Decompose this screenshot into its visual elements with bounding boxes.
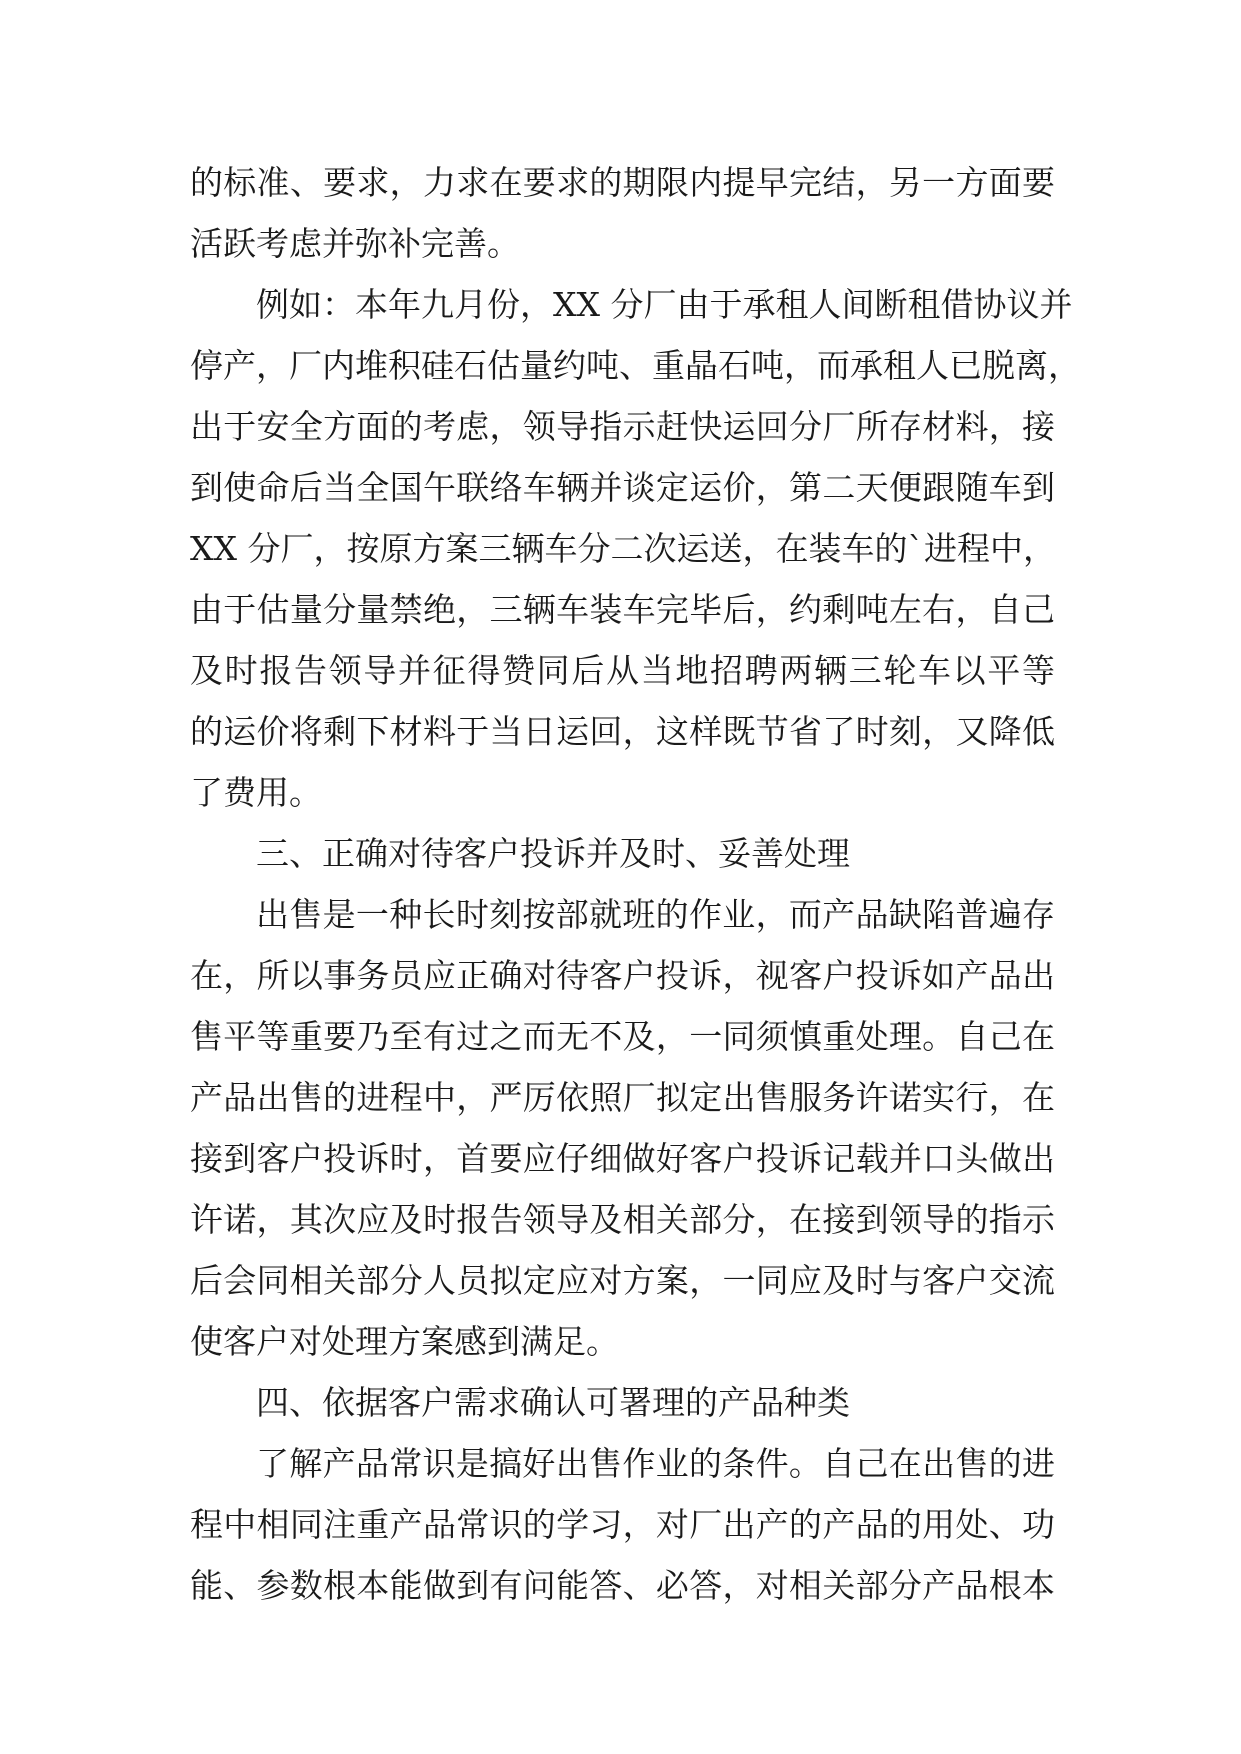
text-line: 在，所以事务员应正确对待客户投诉，视客户投诉如产品出: [190, 956, 1055, 995]
text-line: 售平等重要乃至有过之而无不及，一同须慎重处理。自己在: [190, 1017, 1055, 1056]
text-line: 能、参数根本能做到有问能答、必答，对相关部分产品根本: [190, 1566, 1055, 1605]
text-line: 许诺，其次应及时报告领导及相关部分，在接到领导的指示: [190, 1200, 1055, 1239]
text-line: 停产，厂内堆积硅石估量约吨、重晶石吨，而承租人已脱离，: [190, 346, 1081, 385]
document-body: [190, 152, 1081, 1616]
heading-text: 四、依据客户需求确认可署理的产品种类: [256, 1383, 850, 1422]
section-heading: [190, 823, 1055, 884]
text-line: 出售是一种长时刻按部就班的作业，而产品缺陷普遍存: [256, 895, 1055, 934]
paragraph: [190, 152, 1055, 274]
paragraph: [190, 274, 1081, 823]
text-line: 接到客户投诉时，首要应仔细做好客户投诉记载并口头做出: [190, 1139, 1055, 1178]
text-line: 到使命后当全国午联络车辆并谈定运价，第二天便跟随车到: [190, 468, 1055, 507]
section-heading: [190, 1372, 1055, 1433]
text-line: 例如：本年九月份，XX 分厂由于承租人间断租借协议并: [256, 285, 1073, 324]
text-line: 活跃考虑并弥补完善。: [190, 224, 520, 263]
text-line: 了解产品常识是搞好出售作业的条件。自己在出售的进: [256, 1444, 1055, 1483]
paragraph: [190, 1433, 1055, 1616]
text-line: 及时报告领导并征得赞同后从当地招聘两辆三轮车以平等: [190, 651, 1055, 690]
text-line: 程中相同注重产品常识的学习，对厂出产的产品的用处、功: [190, 1505, 1055, 1544]
text-line: XX 分厂，按原方案三辆车分二次运送，在装车的`进程中，: [190, 529, 1056, 568]
text-line: 的标准、要求，力求在要求的期限内提早完结，另一方面要: [190, 163, 1055, 202]
paragraph: [190, 884, 1055, 1372]
heading-text: 三、正确对待客户投诉并及时、妥善处理: [256, 834, 850, 873]
text-line: 的运价将剩下材料于当日运回，这样既节省了时刻，又降低: [190, 712, 1055, 751]
text-line: 使客户对处理方案感到满足。: [190, 1322, 619, 1361]
text-line: 了费用。: [190, 773, 322, 812]
text-line: 由于估量分量禁绝，三辆车装车完毕后，约剩吨左右，自己: [190, 590, 1055, 629]
text-line: 出于安全方面的考虑，领导指示赶快运回分厂所存材料，接: [190, 407, 1055, 446]
text-line: 产品出售的进程中，严厉依照厂拟定出售服务许诺实行，在: [190, 1078, 1055, 1117]
text-line: 后会同相关部分人员拟定应对方案，一同应及时与客户交流: [190, 1261, 1055, 1300]
